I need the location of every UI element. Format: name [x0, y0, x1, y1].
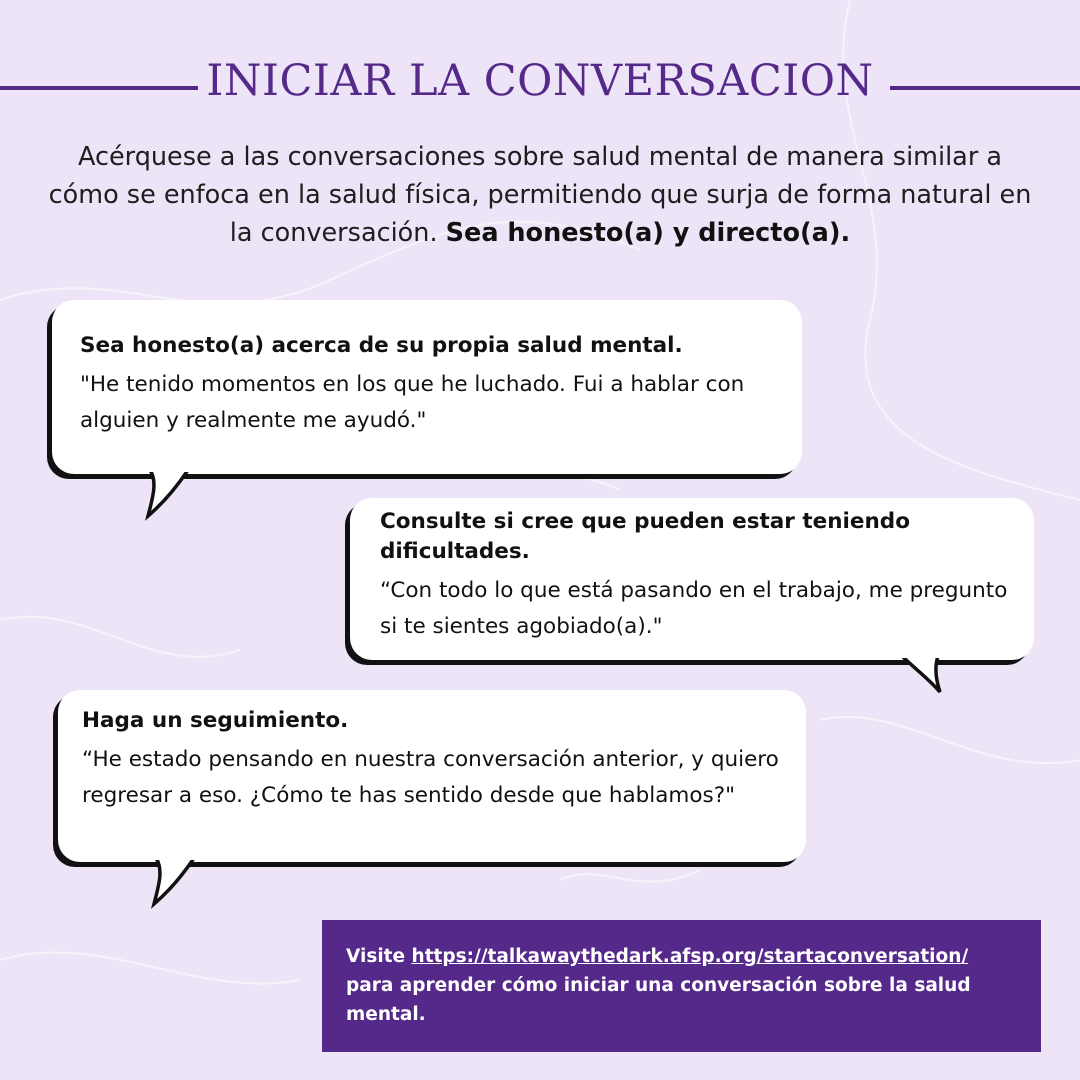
bubble-quote: “Con todo lo que está pasando en el trabajo, me pregunto si te sientes agobiado(a)."	[380, 578, 1008, 639]
intro-paragraph	[40, 138, 1040, 252]
speech-bubble-tail	[896, 656, 952, 700]
speech-bubble-honest	[52, 300, 802, 474]
footer-prefix: Visite	[346, 946, 406, 967]
bubble-title: Consulte si cree que pueden estar teniendo dificultades.	[380, 509, 910, 564]
speech-bubble-tail	[146, 858, 202, 910]
header-rule-left	[0, 86, 198, 90]
footer-suffix: para aprender cómo iniciar una conversación sobre la salud mental.	[346, 975, 971, 1025]
intro-text: Acérquese a las conversaciones sobre salud mental de manera similar a cómo se enfoca en la salud física, permitiendo que surja de forma natural en la conversación.	[48, 142, 1032, 248]
intro-emphasis: Sea honesto(a) y directo(a).	[445, 218, 851, 248]
resource-banner	[322, 920, 1041, 1052]
speech-bubble-follow-up	[58, 690, 806, 862]
header-rule-right	[890, 86, 1080, 90]
page-title: INICIAR LA CONVERSACION	[206, 56, 874, 106]
speech-bubble-check-in	[350, 498, 1034, 660]
bubble-title: Sea honesto(a) acerca de su propia salud mental.	[80, 333, 683, 358]
speech-bubble-tail	[140, 470, 196, 522]
bubble-title: Haga un seguimiento.	[82, 708, 349, 733]
bubble-quote: “He estado pensando en nuestra conversación anterior, y quiero regresar a eso. ¿Cómo te has sentido desde que hablamos?"	[82, 747, 779, 808]
bubble-quote: "He tenido momentos en los que he luchado. Fui a hablar con alguien y realmente me ayudó."	[80, 372, 745, 433]
resource-link[interactable]: https://talkawaythedark.afsp.org/startaconversation/	[411, 946, 969, 967]
